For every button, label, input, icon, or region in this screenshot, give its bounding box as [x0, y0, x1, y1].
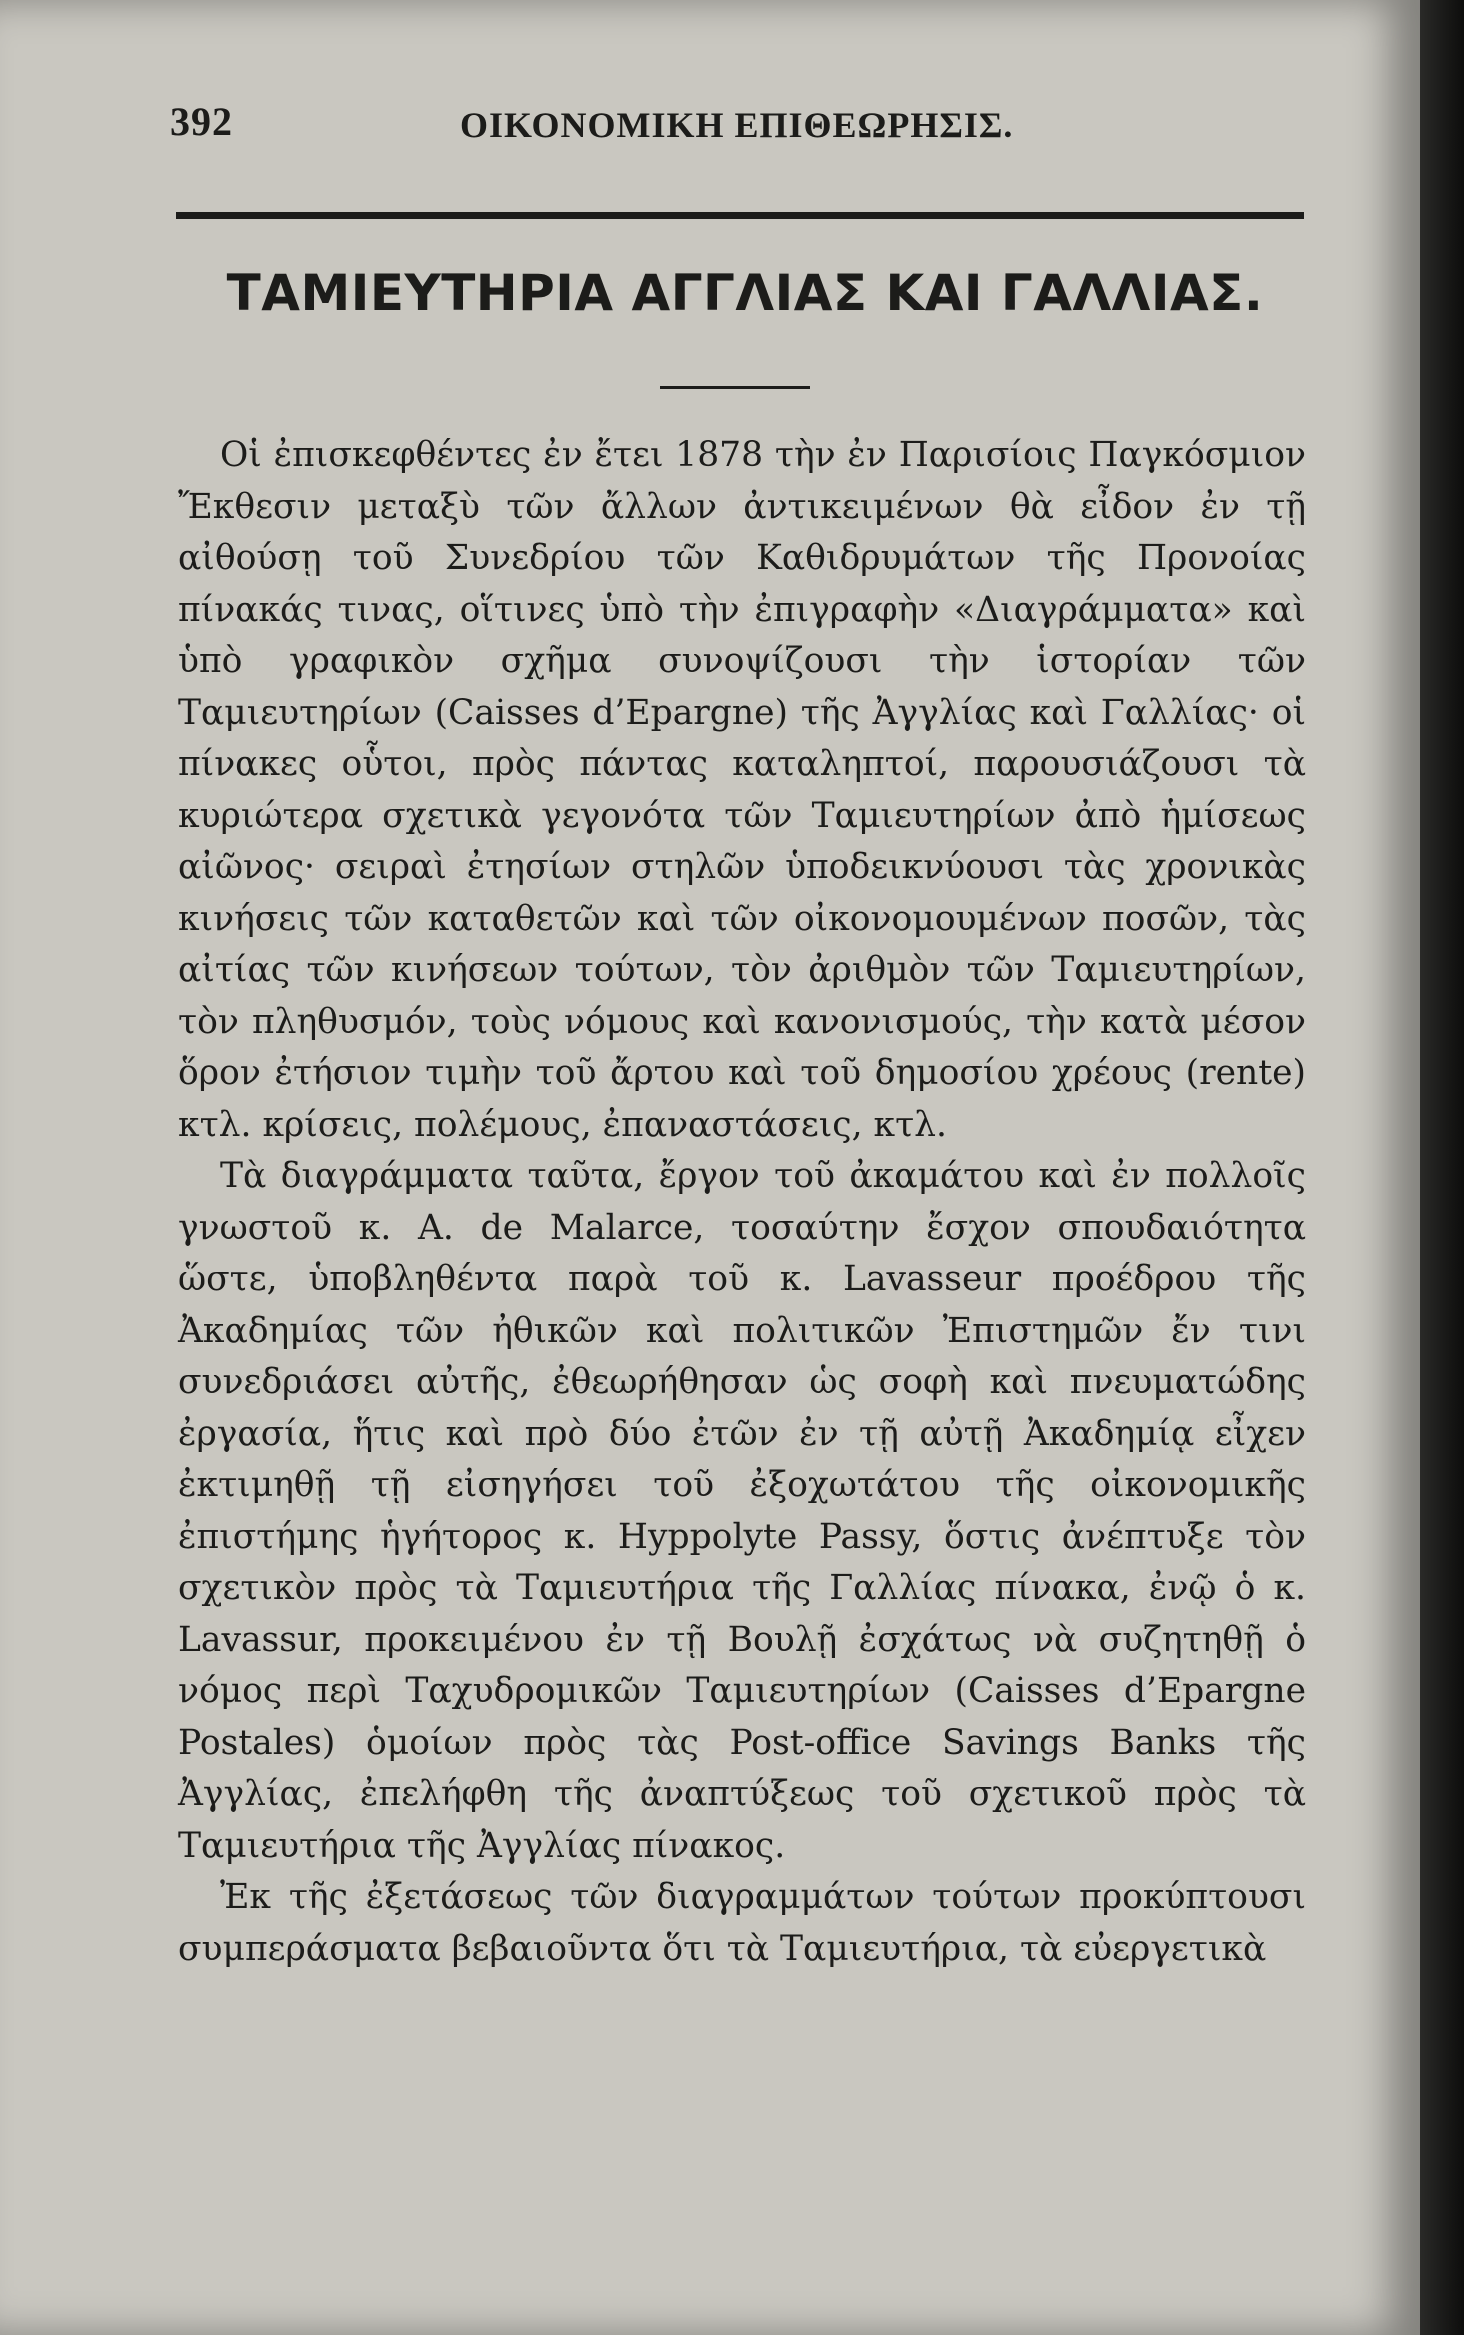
page-number: 392	[170, 99, 233, 144]
page-header	[170, 98, 1290, 148]
article-title: ΤΑΜΙΕΥΤΗΡΙΑ ΑΓΓΛΙΑΣ ΚΑΙ ΓΑΛΛΙΑΣ.	[226, 264, 1264, 322]
header-rule	[176, 212, 1304, 219]
paragraph: Τὰ διαγράμματα ταῦτα, ἔργον τοῦ ἀκαμάτου καὶ ἐν πολλοῖς γνωστοῦ κ. A. de Malarce, τοσαύτην ἔσχον σπουδαιότητα ὥστε, ὑποβληθέντα παρὰ τοῦ κ. Lavasseur προέδρου τῆς Ἀκαδημίας τῶν ἠθικῶν καὶ πολιτικῶν Ἐπιστημῶν ἔν τινι συνεδριάσει αὐτῆς, ἐθεωρήθησαν ὡς σοφὴ καὶ πνευματώδης ἐργασία, ἥτις καὶ πρὸ δύο ἐτῶν ἐν τῇ αὐτῇ Ἀκαδημίᾳ εἶχεν ἐκτιμηθῇ τῇ εἰσηγήσει τοῦ ἐξοχωτάτου τῆς οἰκονομικῆς ἐπιστήμης ἡγήτορος κ. Hyppolyte Passy, ὅστις ἀνέπτυξε τὸν σχετικὸν πρὸς τὰ Ταμιευτήρια τῆς Γαλλίας πίνακα, ἐνῷ ὁ κ. Lavassur, προκειμένου ἐν τῇ Βουλῇ ἐσχάτως νὰ συζητηθῇ ὁ νόμος περὶ Ταχυδρομικῶν Ταμιευτηρίων (Caisses d’Epargne Postales) ὁμοίων πρὸς τὰς Post-office Savings Banks τῆς Ἀγγλίας, ἐπελήφθη τῆς ἀναπτύξεως τοῦ σχετικοῦ πρὸς τὰ Ταμιευτήρια τῆς Ἀγγλίας πίνακος.	[178, 1156, 1306, 1866]
book-spine-shadow	[1420, 0, 1464, 2335]
paragraph: Οἱ ἐπισκεφθέντες ἐν ἔτει 1878 τὴν ἐν Παρισίοις Παγκόσμιον Ἔκθεσιν μεταξὺ τῶν ἄλλων ἀντικειμένων θὰ εἶδον ἐν τῇ αἰθούσῃ τοῦ Συνεδρίου τῶν Καθιδρυμάτων τῆς Προνοίας πίνακάς τινας, οἵτινες ὑπὸ τὴν ἐπιγραφὴν «Διαγράμματα» καὶ ὑπὸ γραφικὸν σχῆμα συνοψίζουσι τὴν ἱστορίαν τῶν Ταμιευτηρίων (Caisses d’Epargne) τῆς Ἀγγλίας καὶ Γαλλίας· οἱ πίνακες οὗτοι, πρὸς πάντας καταληπτοί, παρουσιάζουσι τὰ κυριώτερα σχετικὰ γεγονότα τῶν Ταμιευτηρίων ἀπὸ ἡμίσεως αἰῶνος· σειραὶ ἐτησίων στηλῶν ὑποδεικνύουσι τὰς χρονικὰς κινήσεις τῶν καταθετῶν καὶ τῶν οἰκονομουμένων ποσῶν, τὰς αἰτίας τῶν κινήσεων τούτων, τὸν ἀριθμὸν τῶν Ταμιευτηρίων, τὸν πληθυσμόν, τοὺς νόμους καὶ κανονισμούς, τὴν κατὰ μέσον ὅρον ἐτήσιον τιμὴν τοῦ ἄρτου καὶ τοῦ δημοσίου χρέους (rente) κτλ. κρίσεις, πολέμους, ἐπαναστάσεις, κτλ.	[178, 435, 1306, 1145]
running-head: ΟΙΚΟΝΟΜΙΚΗ ΕΠΙΘΕΩΡΗΣΙΣ.	[460, 105, 1014, 145]
title-rule	[660, 386, 810, 389]
article-body	[178, 430, 1306, 1975]
paragraph: Ἐκ τῆς ἐξετάσεως τῶν διαγραμμάτων τούτων προκύπτουσι συμπεράσματα βεβαιοῦντα ὅτι τὰ Ταμιευτήρια, τὰ εὐεργετικὰ	[178, 1877, 1306, 1969]
